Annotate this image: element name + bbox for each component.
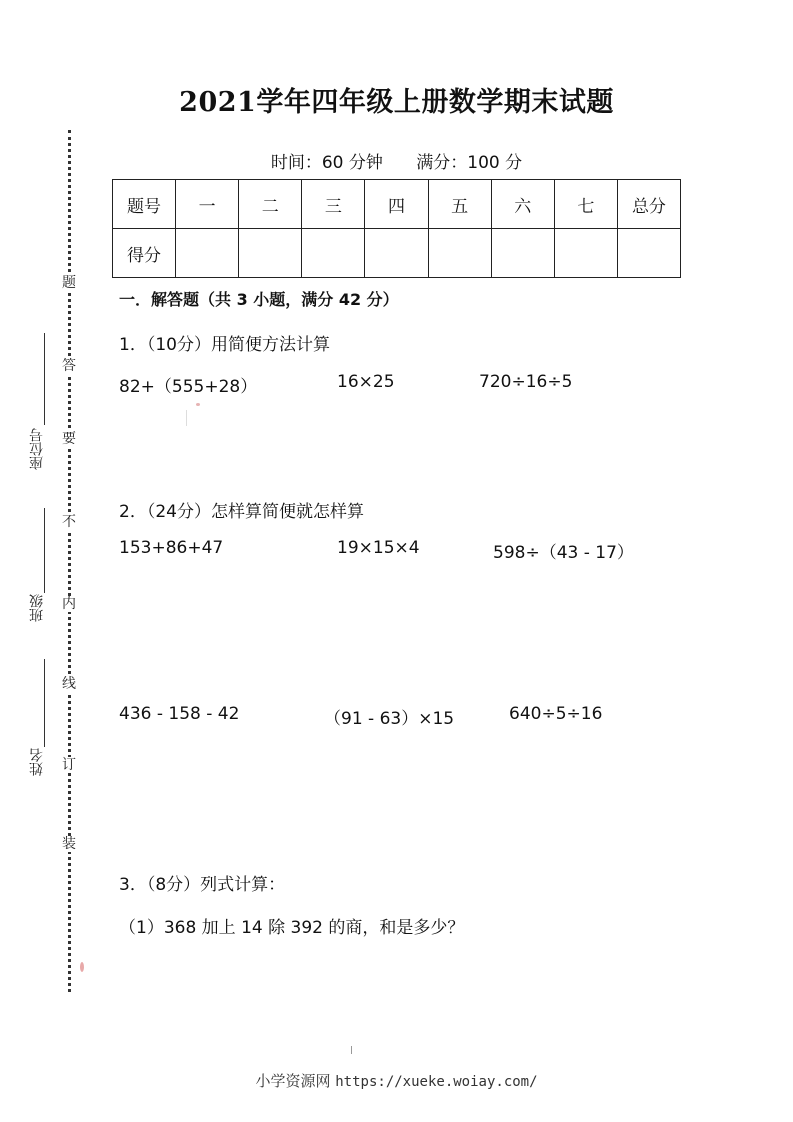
q2-prompt: 2．（24分）怎样算简便就怎样算: [119, 502, 364, 522]
q3-sub1: （1）368 加上 14 除 392 的商，和是多少？: [119, 918, 465, 938]
class-label: 班级: [29, 594, 45, 622]
binding-warning-char: 订: [62, 757, 76, 773]
q2-expr-1: 153+86+47: [119, 538, 224, 558]
score-table-header-row: [113, 180, 681, 229]
score-row-label: 得分: [113, 229, 176, 278]
q2-expr-5: （91 - 63）×15: [324, 709, 455, 729]
score-table-header-cell: 题号: [113, 180, 176, 229]
score-table-header-cell: 五: [428, 180, 491, 229]
name-label: 姓名: [29, 748, 45, 776]
exam-title: 2021学年四年级上册数学期末试题: [179, 87, 614, 118]
scan-mark: [351, 1046, 352, 1054]
name-underline: [44, 659, 45, 747]
score-table: [112, 179, 681, 278]
score-table-score-row: [113, 229, 681, 278]
score-cell-empty[interactable]: [617, 229, 680, 278]
binding-warning-char: 要: [62, 431, 76, 447]
score-cell-empty[interactable]: [428, 229, 491, 278]
q2-expr-4: 436 - 158 - 42: [119, 704, 240, 724]
binding-warning-char: 装: [62, 836, 76, 852]
score-table-header-cell: 总分: [617, 180, 680, 229]
binding-warning-char: 内: [62, 596, 76, 612]
q2-expr-2: 19×15×4: [337, 538, 420, 558]
binding-warning-char: 题: [62, 275, 76, 291]
score-cell-empty[interactable]: [491, 229, 554, 278]
score-cell-empty[interactable]: [239, 229, 302, 278]
q2-expr-6: 640÷5÷16: [509, 704, 603, 724]
footer-url[interactable]: https://xueke.woiay.com/: [335, 1074, 538, 1090]
binding-dotted-line: [68, 130, 71, 992]
score-table-header-cell: 七: [554, 180, 617, 229]
binding-warning-char: 答: [62, 358, 76, 374]
score-table-header-cell: 三: [302, 180, 365, 229]
seat-number-underline: [44, 333, 45, 425]
scan-speck: [196, 403, 200, 406]
exam-time: 时间：60 分钟: [270, 153, 383, 173]
score-cell-empty[interactable]: [365, 229, 428, 278]
q3-prompt: 3．（8分）列式计算：: [119, 875, 286, 895]
score-cell-empty[interactable]: [554, 229, 617, 278]
scan-speck: [80, 962, 84, 972]
section-heading: 一．解答题（共 3 小题，满分 42 分）: [119, 290, 399, 309]
q2-expr-3: 598÷（43 - 17）: [493, 543, 634, 563]
class-underline: [44, 508, 45, 593]
q1-prompt: 1．（10分）用简便方法计算: [119, 335, 330, 355]
exam-info: [0, 148, 793, 173]
scan-mark: [186, 410, 187, 426]
score-table-header-cell: 一: [176, 180, 239, 229]
score-table-header-cell: 四: [365, 180, 428, 229]
score-table-header-cell: 六: [491, 180, 554, 229]
q1-expr-2: 16×25: [337, 372, 395, 392]
footer-site-name: 小学资源网: [255, 1072, 331, 1090]
score-cell-empty[interactable]: [176, 229, 239, 278]
score-cell-empty[interactable]: [302, 229, 365, 278]
q1-expr-3: 720÷16÷5: [479, 372, 573, 392]
footer: [0, 1070, 793, 1091]
seat-number-label: 座位号: [29, 428, 45, 470]
binding-warning-char: 线: [62, 676, 76, 692]
exam-full-score: 满分：100 分: [416, 153, 523, 173]
q1-expr-1: 82+（555+28）: [119, 377, 258, 397]
binding-warning-char: 不: [62, 514, 76, 530]
score-table-header-cell: 二: [239, 180, 302, 229]
